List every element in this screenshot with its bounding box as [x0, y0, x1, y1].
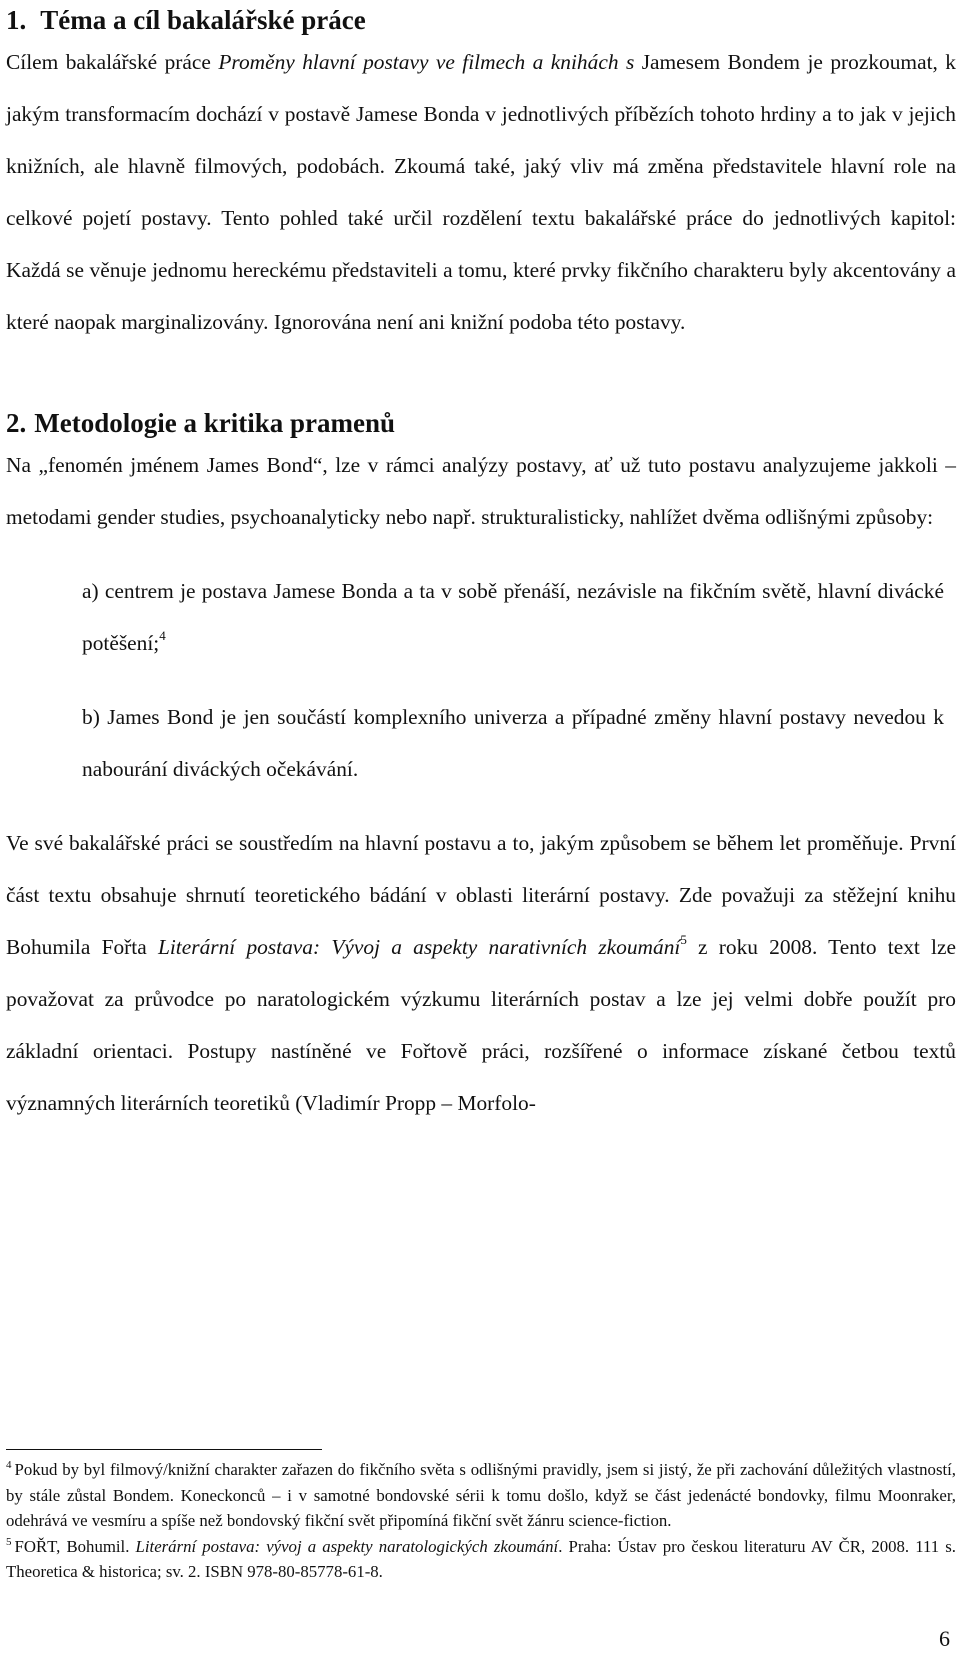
section-2-paragraph: [6, 817, 956, 1129]
footnotes: [6, 1457, 956, 1585]
section-1-paragraph: [6, 36, 956, 348]
text-run: Cílem bakalářské práce: [6, 50, 219, 74]
list-item-a-text: a) centrem je postava Jamese Bonda a ta v sobě přenáší, nezávisle na fikčním světě, hlavní divácké potěšení;: [82, 579, 944, 655]
footnote-ref-4[interactable]: 4: [159, 628, 166, 643]
footnote-separator: [6, 1449, 322, 1450]
footnote-4-number: 4: [6, 1459, 12, 1471]
section-1-title: Téma a cíl bakalářské práce: [40, 5, 366, 35]
section-2-number: 2.: [6, 408, 27, 438]
footnote-ref-5[interactable]: 5: [680, 932, 687, 947]
approach-list: [6, 565, 956, 795]
text-run: Jamesem Bondem je prozkoumat, k jakým transformacím dochází v postavě Jamese Bonda v jednotlivých příbězích tohoto hrdiny a to jak v jejich knižních, ale hlavně filmových, podobách. Zkoumá také, jaký vliv má změna představitele hlavní role na celkové pojetí postavy. Tento pohled také určil rozdělení textu bakalářské práce do jednotlivých kapitol: Každá se věnuje jednomu hereckému představiteli a tomu, které prvky fikčního charakteru byly akcentovány a které naopak marginalizovány. Ignorována není ani knižní podoba této postavy.: [6, 50, 956, 334]
section-2-heading: [6, 403, 956, 439]
list-item-a: [82, 565, 944, 669]
book-title-italic: Literární postava: Vývoj a aspekty narativních zkoumání: [157, 935, 681, 959]
section-1-heading: [6, 0, 956, 36]
text-run: z roku 2008. Tento text lze považovat za průvodce po naratologickém výzkumu literárních postav a lze jej velmi dobře použít pro základní orientaci. Postupy nastíněné ve Fořtově práci, rozšířené o informace získané četbou textů významných literárních teoretiků (Vladimír Propp – Morfolo-: [6, 935, 956, 1115]
main-text: [6, 0, 956, 1129]
footnote-5-number: 5: [6, 1535, 12, 1548]
footnote-4: [6, 1457, 956, 1534]
list-item-b: b) James Bond je jen součástí komplexního univerza a případné změny hlavní postavy nevedou k nabourání diváckých očekávání.: [82, 705, 944, 781]
page-number: 6: [939, 1626, 950, 1651]
footnote-5: [6, 1534, 956, 1585]
footnote-4-text: Pokud by byl filmový/knižní charakter zařazen do fikčního světa s odlišnými pravidly, jsem si jistý, že při zachování důležitých vlastností, by stále zůstal Bondem. Koneckonců – i v samotné bondovské sérii k tomu došlo, když se část jedenácté bondovky, filmu Moonraker, odehrává ve vesmíru a spíše než bondovský fikční svět připomíná fikční svět žánru science-fiction.: [6, 1460, 956, 1530]
section-2-title: Metodologie a kritika pramenů: [34, 408, 395, 438]
text-run: . Praha: Ústav pro českou literaturu AV ČR, 2008. 111 s. Theoretica & historica; sv. 2. ISBN 978-80-85778-61-8.: [6, 1536, 956, 1581]
footnote-5-book-title: Literární postava: vývoj a aspekty naratologických zkoumání: [135, 1536, 559, 1556]
text-run: Ve své bakalářské práci se soustředím na hlavní postavu a to, jakým způsobem se během let proměňuje. První část textu obsahuje shrnutí teoretického bádání v oblasti literární postavy. Zde považuji za stěžejní knihu Bohumila Fořta: [6, 831, 956, 959]
section-2-intro: Na „fenomén jménem James Bond“, lze v rámci analýzy postavy, ať už tuto postavu analyzujeme jakkoli – metodami gender studies, psychoanalyticky nebo např. strukturalisticky, nahlížet dvěma odlišnými způsoby:: [6, 453, 956, 529]
thesis-title-italic: Proměny hlavní postavy ve filmech a knihách s: [218, 50, 635, 74]
section-1-number: 1.: [6, 5, 27, 35]
text-run: FOŘT, Bohumil.: [14, 1536, 136, 1556]
